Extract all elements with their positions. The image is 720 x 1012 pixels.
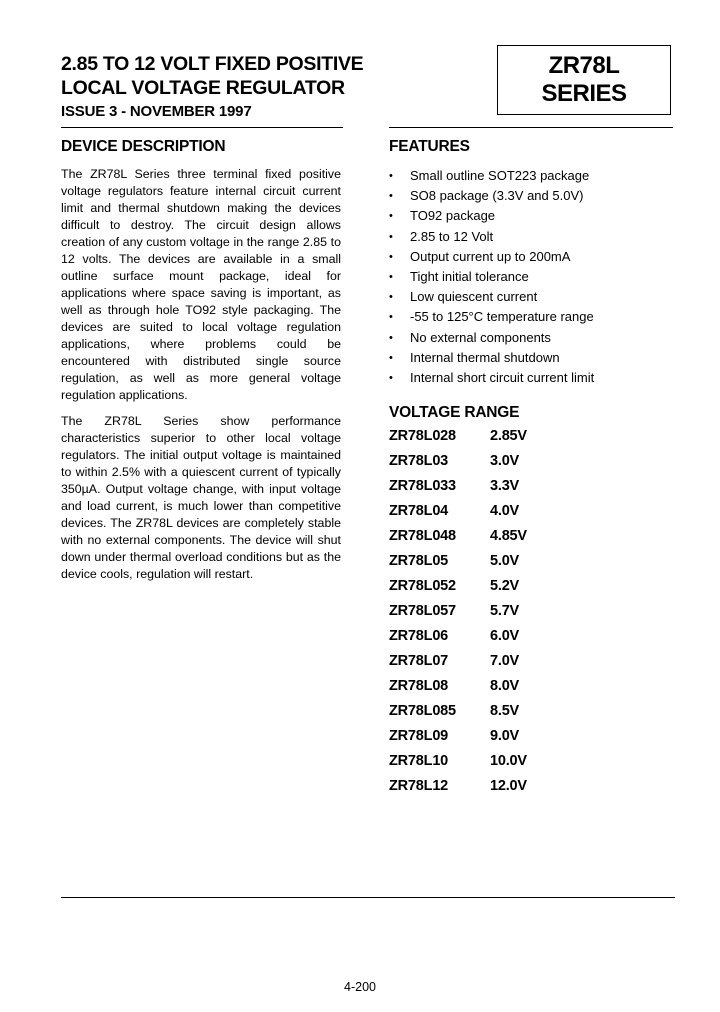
feature-item: • Internal thermal shutdown — [389, 348, 679, 368]
features-section — [389, 138, 679, 803]
feature-item: • Tight initial tolerance — [389, 267, 679, 287]
table-row — [389, 753, 527, 778]
part-number: ZR78L052 — [389, 578, 456, 595]
bullet-icon: • — [389, 372, 393, 385]
output-voltage: 8.5V — [490, 703, 520, 720]
part-number: ZR78L05 — [389, 553, 449, 570]
feature-item: • Small outline SOT223 package — [389, 166, 679, 186]
output-voltage: 5.7V — [490, 603, 520, 620]
description-paragraph-2: The ZR78L Series show performance characteristics superior to other local voltage regulators. The initial output voltage is maintained to within 2.5% with a quiescent current of typically 350µA. Output voltage change, with input voltage and load current, is much lower than competitive devices. The ZR78L devices are completely stable with no external components. The device will shut down under thermal overload conditions but as the device cools, regulation will restart. — [61, 414, 341, 581]
table-row — [389, 553, 527, 578]
bullet-icon: • — [389, 250, 393, 263]
table-row — [389, 578, 527, 603]
feature-item: • Output current up to 200mA — [389, 247, 679, 267]
table-row — [389, 528, 527, 553]
output-voltage: 4.85V — [490, 528, 527, 545]
part-number: ZR78L12 — [389, 778, 449, 795]
title-line-2: LOCAL VOLTAGE REGULATOR — [61, 77, 345, 99]
output-voltage: 3.0V — [490, 453, 520, 470]
voltage-range-heading: VOLTAGE RANGE — [389, 404, 520, 422]
table-row — [389, 428, 527, 453]
footer-divider — [61, 897, 675, 898]
part-number: ZR78L033 — [389, 478, 456, 495]
bullet-icon: • — [389, 230, 393, 243]
part-number: ZR78L07 — [389, 653, 449, 670]
feature-item: • No external components — [389, 328, 679, 348]
table-row — [389, 628, 527, 653]
table-row — [389, 503, 527, 528]
table-row — [389, 678, 527, 703]
output-voltage: 8.0V — [490, 678, 520, 695]
part-number: ZR78L04 — [389, 503, 449, 520]
part-number: ZR78L08 — [389, 678, 449, 695]
output-voltage: 6.0V — [490, 628, 520, 645]
part-number: ZR78L09 — [389, 728, 449, 745]
output-voltage: 3.3V — [490, 478, 520, 495]
series-box — [497, 45, 671, 115]
feature-item: • -55 to 125°C temperature range — [389, 307, 679, 327]
part-number: ZR78L10 — [389, 753, 449, 770]
output-voltage: 9.0V — [490, 728, 520, 745]
part-number: ZR78L057 — [389, 603, 456, 620]
bullet-icon: • — [389, 351, 393, 364]
bullet-icon: • — [389, 210, 393, 223]
output-voltage: 5.0V — [490, 553, 520, 570]
description-paragraph-1: The ZR78L Series three terminal fixed positive voltage regulators feature internal circuit current limit and thermal shutdown making the devices difficult to destroy. The circuit design allows creation of any custom voltage in the range 2.85 to 12 volts. The devices are available in a small outline surface mount package, ideal for applications where space saving is important, as well as through hole TO92 style packaging. The devices are suited to local voltage regulation applications, where problems could be encountered with distributed single source regulation, as well as more general voltage regulation applications. — [61, 167, 341, 402]
page-title — [61, 52, 481, 100]
features-list — [389, 166, 679, 388]
bullet-icon: • — [389, 331, 393, 344]
table-row — [389, 603, 527, 628]
table-row — [389, 728, 527, 753]
table-row — [389, 703, 527, 728]
header-divider-right — [389, 127, 673, 128]
bullet-icon: • — [389, 190, 393, 203]
feature-item: • 2.85 to 12 Volt — [389, 227, 679, 247]
bullet-icon: • — [389, 170, 393, 182]
output-voltage: 7.0V — [490, 653, 520, 670]
part-number: ZR78L03 — [389, 453, 449, 470]
header-divider — [61, 127, 343, 128]
part-number: ZR78L028 — [389, 428, 456, 445]
output-voltage: 2.85V — [490, 428, 527, 445]
output-voltage: 12.0V — [490, 778, 527, 795]
series-name: ZR78L — [548, 52, 620, 79]
feature-item: • Low quiescent current — [389, 287, 679, 307]
part-number: ZR78L048 — [389, 528, 456, 545]
table-row — [389, 653, 527, 678]
issue-date: ISSUE 3 - NOVEMBER 1997 — [61, 103, 252, 120]
table-row — [389, 478, 527, 503]
part-number: ZR78L085 — [389, 703, 456, 720]
device-description-section — [61, 138, 341, 592]
output-voltage: 10.0V — [490, 753, 527, 770]
bullet-icon: • — [389, 311, 393, 324]
title-line-1: 2.85 TO 12 VOLT FIXED POSITIVE — [61, 53, 364, 75]
page-number: 4-200 — [344, 980, 376, 994]
description-heading: DEVICE DESCRIPTION — [61, 138, 226, 155]
feature-item: • SO8 package (3.3V and 5.0V) — [389, 186, 679, 206]
part-number: ZR78L06 — [389, 628, 449, 645]
voltage-range-table — [389, 428, 527, 803]
feature-item: • Internal short circuit current limit — [389, 368, 679, 388]
bullet-icon: • — [389, 271, 393, 284]
output-voltage: 5.2V — [490, 578, 520, 595]
table-row — [389, 778, 527, 803]
output-voltage: 4.0V — [490, 503, 520, 520]
series-label: SERIES — [541, 80, 627, 107]
bullet-icon: • — [389, 291, 393, 304]
features-heading: FEATURES — [389, 138, 470, 155]
table-row — [389, 453, 527, 478]
feature-item: • TO92 package — [389, 206, 679, 226]
